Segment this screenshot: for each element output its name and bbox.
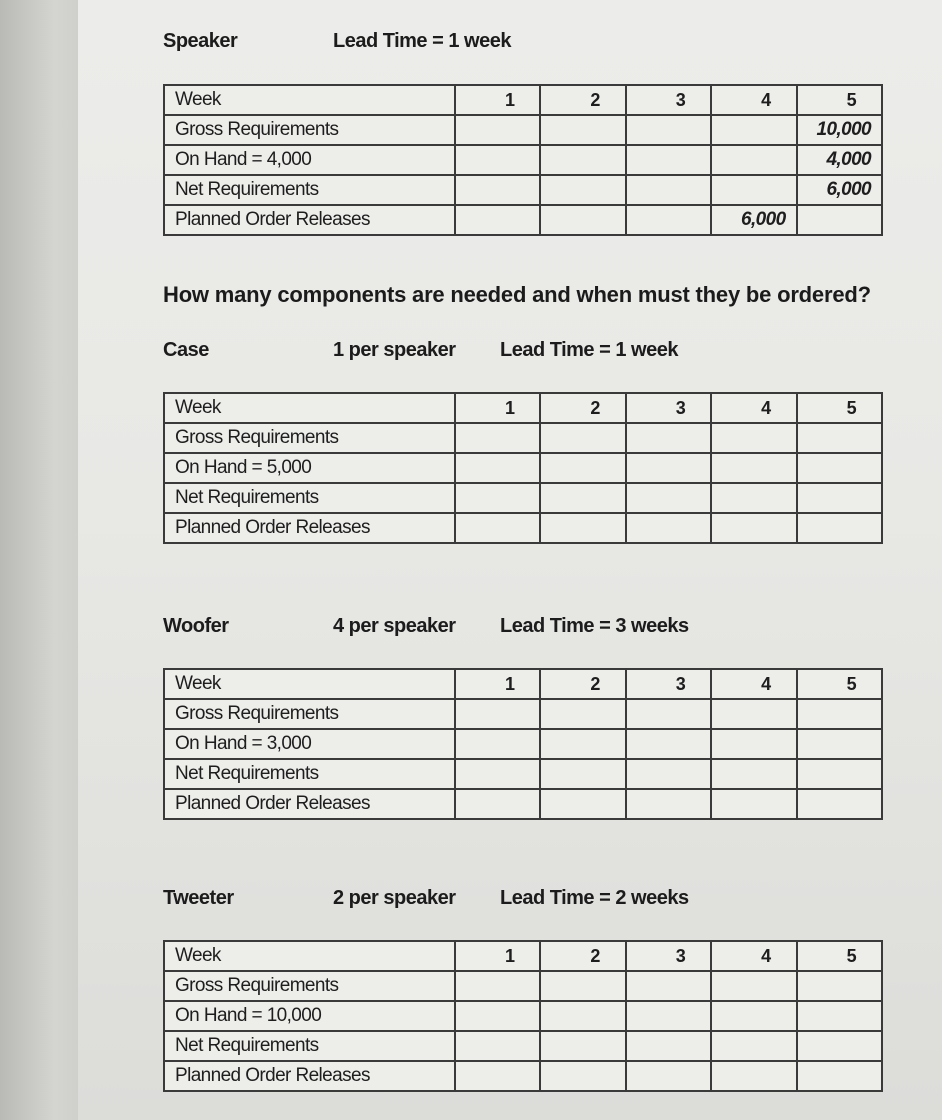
table-cell	[626, 729, 711, 759]
table-cell	[540, 115, 625, 145]
table-cell: 6,000	[711, 205, 796, 235]
speaker-section	[163, 30, 883, 230]
week-header: 4	[711, 669, 796, 699]
table-cell	[540, 759, 625, 789]
week-row	[164, 941, 882, 971]
table-cell	[455, 699, 540, 729]
gross-requirements-row	[164, 971, 882, 1001]
woofer-lead-time: Lead Time = 3 weeks	[500, 615, 689, 637]
table-cell	[797, 789, 882, 819]
table-cell	[626, 115, 711, 145]
table-cell	[626, 789, 711, 819]
table-cell	[540, 1031, 625, 1061]
table-cell	[455, 1031, 540, 1061]
week-header: 3	[626, 941, 711, 971]
table-cell	[455, 1001, 540, 1031]
tweeter-section	[163, 887, 883, 1086]
table-cell	[455, 483, 540, 513]
net-requirements-label: Net Requirements	[164, 1031, 455, 1061]
planned-order-releases-row	[164, 1061, 882, 1091]
week-header: 1	[455, 941, 540, 971]
planned-order-releases-label: Planned Order Releases	[164, 205, 455, 235]
week-header: 4	[711, 393, 796, 423]
table-cell	[540, 1001, 625, 1031]
week-header: 2	[540, 85, 625, 115]
on-hand-label: On Hand = 4,000	[164, 145, 455, 175]
week-row	[164, 669, 882, 699]
table-cell	[455, 145, 540, 175]
table-cell	[626, 423, 711, 453]
table-cell	[711, 175, 796, 205]
table-cell	[797, 453, 882, 483]
table-cell	[540, 145, 625, 175]
table-cell	[626, 699, 711, 729]
week-header: 5	[797, 669, 882, 699]
week-header: 4	[711, 941, 796, 971]
week-label: Week	[164, 669, 455, 699]
gross-requirements-row	[164, 423, 882, 453]
table-cell	[626, 1001, 711, 1031]
table-cell	[626, 1031, 711, 1061]
table-cell	[455, 513, 540, 543]
case-section	[163, 339, 883, 538]
woofer-mrp-table	[163, 668, 883, 820]
case-per-speaker: 1 per speaker	[333, 339, 456, 361]
table-cell	[626, 205, 711, 235]
table-cell	[455, 759, 540, 789]
net-requirements-row	[164, 483, 882, 513]
on-hand-row	[164, 729, 882, 759]
table-cell	[455, 423, 540, 453]
table-cell	[626, 145, 711, 175]
table-cell	[626, 971, 711, 1001]
table-cell	[711, 483, 796, 513]
planned-order-releases-label: Planned Order Releases	[164, 1061, 455, 1091]
table-cell	[711, 699, 796, 729]
table-cell	[711, 971, 796, 1001]
net-requirements-label: Net Requirements	[164, 483, 455, 513]
case-mrp-table	[163, 392, 883, 544]
speaker-header	[163, 30, 883, 60]
on-hand-row	[164, 1001, 882, 1031]
table-cell	[797, 729, 882, 759]
table-cell	[455, 789, 540, 819]
net-requirements-row	[164, 1031, 882, 1061]
planned-order-releases-label: Planned Order Releases	[164, 789, 455, 819]
week-header: 5	[797, 85, 882, 115]
on-hand-label: On Hand = 5,000	[164, 453, 455, 483]
speaker-name: Speaker	[163, 30, 238, 52]
table-cell	[797, 1031, 882, 1061]
table-cell	[540, 175, 625, 205]
week-label: Week	[164, 941, 455, 971]
table-cell	[626, 1061, 711, 1091]
woofer-header	[163, 615, 883, 645]
table-cell	[455, 729, 540, 759]
table-cell: 4,000	[797, 145, 882, 175]
table-cell	[626, 453, 711, 483]
week-header: 1	[455, 393, 540, 423]
week-header: 2	[540, 669, 625, 699]
table-cell	[626, 483, 711, 513]
on-hand-label: On Hand = 10,000	[164, 1001, 455, 1031]
planned-order-releases-row	[164, 205, 882, 235]
table-cell	[711, 759, 796, 789]
week-header: 2	[540, 941, 625, 971]
table-cell	[711, 513, 796, 543]
table-cell	[797, 759, 882, 789]
table-cell	[455, 453, 540, 483]
tweeter-lead-time: Lead Time = 2 weeks	[500, 887, 689, 909]
woofer-name: Woofer	[163, 615, 229, 637]
speaker-mrp-table	[163, 84, 883, 236]
table-cell	[540, 789, 625, 819]
week-label: Week	[164, 393, 455, 423]
woofer-per-speaker: 4 per speaker	[333, 615, 456, 637]
week-header: 5	[797, 941, 882, 971]
table-cell	[540, 423, 625, 453]
table-cell	[455, 175, 540, 205]
week-header: 3	[626, 85, 711, 115]
week-header: 3	[626, 393, 711, 423]
case-lead-time: Lead Time = 1 week	[500, 339, 678, 361]
table-cell	[455, 1061, 540, 1091]
net-requirements-label: Net Requirements	[164, 175, 455, 205]
table-cell	[540, 1061, 625, 1091]
page-margin	[0, 0, 78, 1120]
gross-requirements-row	[164, 115, 882, 145]
gross-requirements-label: Gross Requirements	[164, 971, 455, 1001]
table-cell	[711, 115, 796, 145]
question-text: How many components are needed and when must they be ordered?	[163, 282, 871, 307]
net-requirements-label: Net Requirements	[164, 759, 455, 789]
table-cell	[626, 175, 711, 205]
tweeter-name: Tweeter	[163, 887, 234, 909]
gross-requirements-label: Gross Requirements	[164, 115, 455, 145]
table-cell	[540, 729, 625, 759]
table-cell	[797, 483, 882, 513]
table-cell	[797, 513, 882, 543]
table-cell	[711, 789, 796, 819]
week-label: Week	[164, 85, 455, 115]
on-hand-row	[164, 453, 882, 483]
week-header: 4	[711, 85, 796, 115]
case-header	[163, 339, 883, 369]
week-row	[164, 85, 882, 115]
on-hand-label: On Hand = 3,000	[164, 729, 455, 759]
table-cell	[797, 971, 882, 1001]
table-cell	[455, 971, 540, 1001]
table-cell	[455, 115, 540, 145]
table-cell	[711, 1031, 796, 1061]
week-header: 1	[455, 85, 540, 115]
table-cell	[540, 205, 625, 235]
table-cell	[711, 423, 796, 453]
table-cell	[540, 483, 625, 513]
case-name: Case	[163, 339, 209, 361]
tweeter-mrp-table	[163, 940, 883, 1092]
woofer-section	[163, 615, 883, 814]
speaker-lead-time: Lead Time = 1 week	[333, 30, 511, 52]
table-cell	[455, 205, 540, 235]
gross-requirements-label: Gross Requirements	[164, 423, 455, 453]
table-cell	[711, 729, 796, 759]
week-header: 5	[797, 393, 882, 423]
week-header: 3	[626, 669, 711, 699]
table-cell	[797, 205, 882, 235]
table-cell	[797, 1001, 882, 1031]
table-cell	[540, 453, 625, 483]
table-cell	[540, 513, 625, 543]
table-cell	[797, 423, 882, 453]
gross-requirements-label: Gross Requirements	[164, 699, 455, 729]
table-cell	[711, 145, 796, 175]
net-requirements-row	[164, 759, 882, 789]
table-cell: 6,000	[797, 175, 882, 205]
tweeter-per-speaker: 2 per speaker	[333, 887, 456, 909]
planned-order-releases-row	[164, 513, 882, 543]
planned-order-releases-row	[164, 789, 882, 819]
table-cell	[626, 759, 711, 789]
table-cell	[626, 513, 711, 543]
gross-requirements-row	[164, 699, 882, 729]
table-cell	[797, 699, 882, 729]
week-row	[164, 393, 882, 423]
planned-order-releases-label: Planned Order Releases	[164, 513, 455, 543]
table-cell	[540, 971, 625, 1001]
net-requirements-row	[164, 175, 882, 205]
week-header: 1	[455, 669, 540, 699]
tweeter-header	[163, 887, 883, 917]
table-cell	[711, 1061, 796, 1091]
table-cell	[797, 1061, 882, 1091]
week-header: 2	[540, 393, 625, 423]
table-cell	[711, 453, 796, 483]
table-cell	[540, 699, 625, 729]
table-cell: 10,000	[797, 115, 882, 145]
on-hand-row	[164, 145, 882, 175]
table-cell	[711, 1001, 796, 1031]
